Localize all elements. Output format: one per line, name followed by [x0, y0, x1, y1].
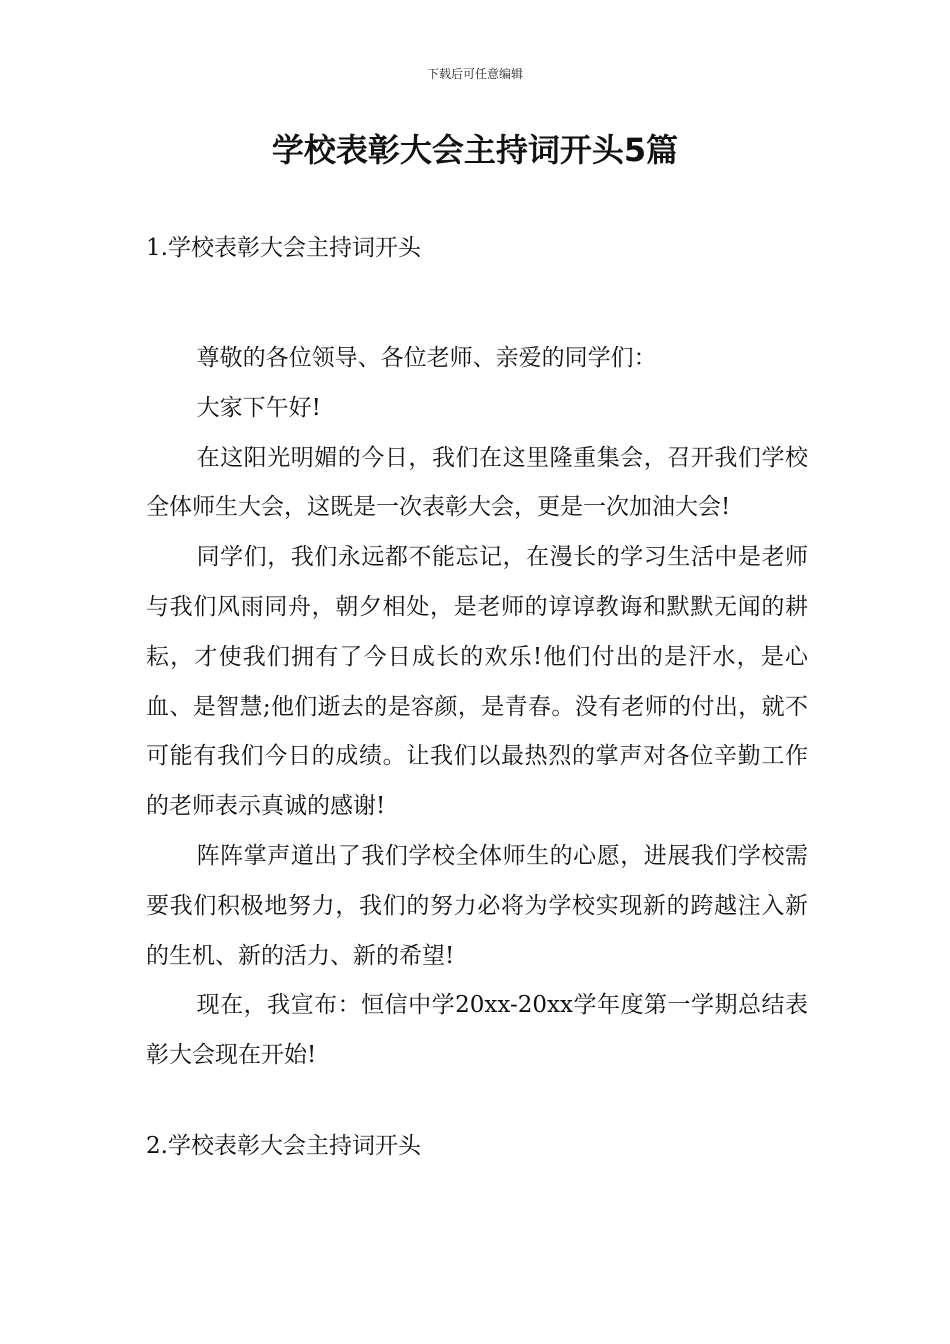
paragraph-applause: 阵阵掌声道出了我们学校全体师生的心愿，进展我们学校需要我们积极地努力，我们的努力必将为学校实现新的跨越注入新的生机、新的活力、新的希望! — [146, 842, 808, 969]
paragraph-thanks-teachers: 同学们，我们永远都不能忘记，在漫长的学习生活中是老师与我们风雨同舟，朝夕相处，是老师的谆谆教诲和默默无闻的耕耘，才使我们拥有了今日成长的欢乐!他们付出的是汗水，是心血、是智慧;他们逝去的是容颜，是青春。没有老师的付出，就不可能有我们今日的成绩。让我们以最热烈的掌声对各位辛勤工作的老师表示真诚的感谢! — [146, 544, 808, 820]
paragraph-announcement: 现在，我宣布：恒信中学20xx-20xx学年度第一学期总结表彰大会现在开始! — [146, 992, 808, 1069]
paragraph-opening: 在这阳光明媚的今日，我们在这里隆重集会，召开我们学校全体师生大会，这既是一次表彰大会，更是一次加油大会! — [146, 444, 808, 521]
document-title: 学校表彰大会主持词开头5篇 — [271, 131, 679, 169]
section-1-body — [146, 334, 808, 1081]
header-note: 下载后可任意编辑 — [426, 67, 523, 81]
paragraph-salutation: 尊敬的各位领导、各位老师、亲爱的同学们： — [196, 345, 657, 371]
paragraph-greeting: 大家下午好! — [196, 394, 321, 421]
section-heading-2: 2.学校表彰大会主持词开头 — [146, 1133, 421, 1159]
section-heading-1: 1.学校表彰大会主持词开头 — [146, 235, 421, 261]
